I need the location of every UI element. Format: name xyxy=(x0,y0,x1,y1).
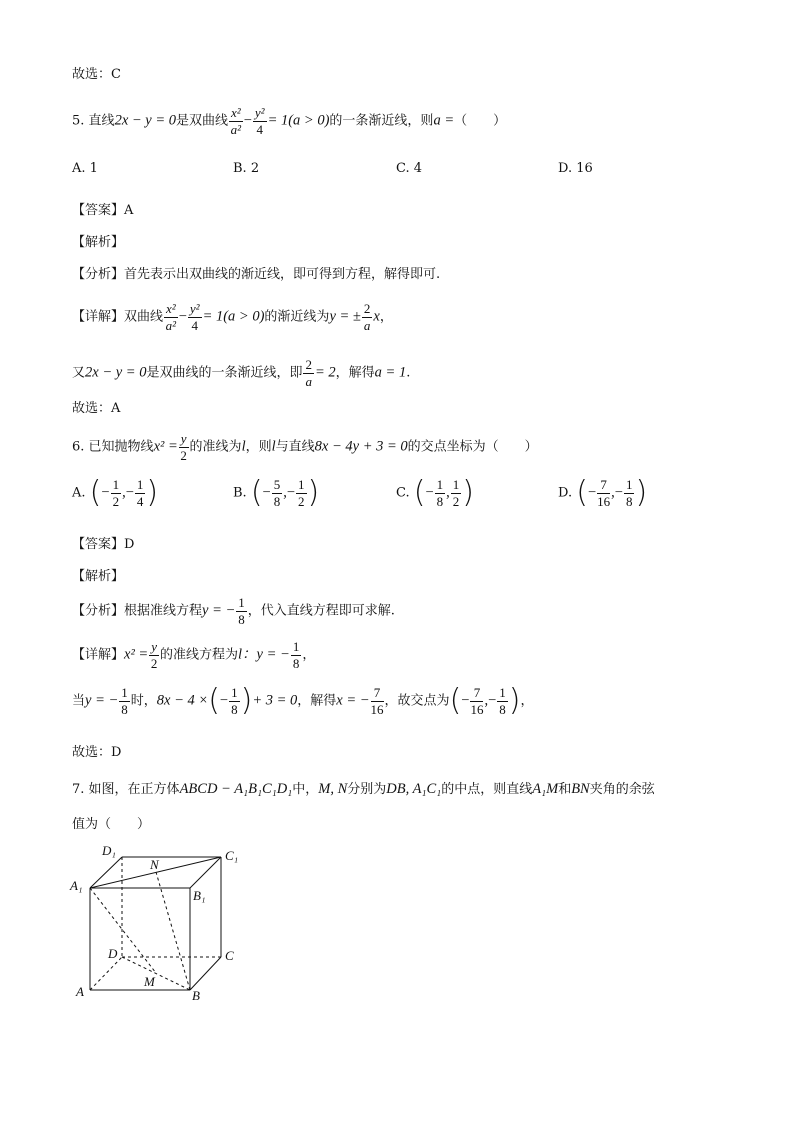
edge-b-c xyxy=(190,957,221,990)
q5-option-c: C. 4 xyxy=(396,161,423,176)
q7-cube-figure xyxy=(66,840,266,1010)
q6-parab-frac: $\frac{y}{2}$ xyxy=(180,431,187,463)
hidden-segment-d-b xyxy=(122,957,190,990)
label-a: A xyxy=(76,984,84,999)
q5-text-a: 直线 xyxy=(88,113,115,129)
q5-detail-frac-x: $\frac{\text{x²}}{\text{a²}}$ xyxy=(165,301,177,333)
q5-blank: （ ） xyxy=(454,113,507,129)
q5-line2-frac: $\frac{2}{a}$ xyxy=(305,357,312,389)
q5-text-c: 的一条渐近线，则 xyxy=(329,113,434,129)
hidden-segment-a1-m xyxy=(90,888,156,973)
q6-stem: 6. 已知抛物线x² = $\frac{y}{2}$ 的准线为l，则l与直线8x − 4y + 3 = 0的交点坐标为（ ） xyxy=(72,431,538,463)
q5-conclusion: 故选：A xyxy=(72,401,121,416)
q5-option-d: D. 16 xyxy=(558,161,593,176)
q6-option-b: B. (− $\frac{5}{8}$ ,− $\frac{1}{2}$ ) xyxy=(233,475,320,511)
q5-detail-frac-y: $\frac{\text{y²}}{4}$ xyxy=(189,301,200,333)
prev-conclusion: 故选：C xyxy=(72,67,121,82)
hidden-segment-b-n xyxy=(156,872,190,990)
q7-stem: 7. 如图，在正方体ABCD − A₁B₁C₁D₁中，M, N分别为DB, A₁C₁的中点，则直线A₁M和BN夹角的余弦 xyxy=(72,781,655,797)
q5-stem: 5. 直线2x − y = 0是双曲线 $\frac{\text{x²}}{\text{a²}}$ − $\frac{\text{y²}}{4}$ = 1(a > 0)的一条渐近线，则a =（ ） xyxy=(72,105,507,137)
edge-b1-c1 xyxy=(190,857,221,888)
q6-fenxi: 【分析】根据准线方程y = − $\frac{1}{8}$ ，代入直线方程即可求解. xyxy=(72,595,395,627)
q5-line-eq: 2x − y = 0 xyxy=(114,112,177,129)
hidden-edge-a-d xyxy=(90,957,122,990)
label-c1: C₁ xyxy=(225,848,239,863)
q6-detail: 【详解】x² = $\frac{y}{2}$ 的准线方程为l：y = − $\frac{1}{8}$ ， xyxy=(72,639,316,671)
q6-answer: 【答案】D xyxy=(72,537,135,552)
q6-option-a: A. (− $\frac{1}{2}$ ,− $\frac{1}{4}$ ) xyxy=(72,475,159,511)
label-a1: A₁ xyxy=(70,878,83,893)
label-n: N xyxy=(150,857,159,872)
q5-detail: 【详解】双曲线 $\frac{\text{x²}}{\text{a²}}$ − $\frac{\text{y²}}{4}$ = 1(a > 0)的渐近线为y = ± $\frac{2}{a}$ x， xyxy=(72,301,393,333)
edge-a1-d1 xyxy=(90,857,122,888)
q6-calc: 当y = − $\frac{1}{8}$ 时，8x − 4 ×(− $\frac{1}{8}$ )+ 3 = 0，解得x = − $\frac{7}{16}$ ，故交点为(− $\frac{7}{16}$ ,− $\frac{1}{8}$ )， xyxy=(72,683,534,719)
q5-option-a: A. 1 xyxy=(72,161,98,176)
q5-answer: 【答案】A xyxy=(72,203,134,218)
q5-asym-frac: $\frac{2}{a}$ xyxy=(363,301,371,333)
q5-fenxi: 【分析】首先表示出双曲线的渐近线，即可得到方程，解得即可. xyxy=(72,267,441,282)
label-m: M xyxy=(144,974,155,989)
q5-number: 5. xyxy=(72,113,85,129)
label-b: B xyxy=(192,988,200,1003)
q5-hyp-tail: = 1(a > 0) xyxy=(267,112,330,129)
label-d: D xyxy=(108,946,118,961)
label-b1: B₁ xyxy=(193,888,206,903)
q5-ask: a = xyxy=(433,112,455,129)
q5-frac-y: $\frac{\text{y²}}{4}$ xyxy=(254,105,265,137)
q5-analysis-label: 【解析】 xyxy=(72,235,125,250)
q5-option-b: B. 2 xyxy=(233,161,260,176)
q6-conclusion: 故选：D xyxy=(72,745,122,760)
label-c: C xyxy=(225,948,234,963)
q6-option-d: D. (− $\frac{7}{16}$ ,− $\frac{1}{8}$ ) xyxy=(558,475,648,511)
q5-frac-x: $\frac{\text{x²}}{\text{a²}}$ xyxy=(230,105,242,137)
q5-detail-2: 又2x − y = 0是双曲线的一条渐近线，即 $\frac{2}{a}$ = 2，解得a = 1. xyxy=(72,357,411,389)
label-d1: D₁ xyxy=(102,843,116,858)
q6-option-c: C. (− $\frac{1}{8}$ , $\frac{1}{2}$ ) xyxy=(396,475,475,511)
q5-text-b: 是双曲线 xyxy=(176,113,229,129)
q7-stem-2: 值为（ ） xyxy=(72,817,151,832)
q6-analysis-label: 【解析】 xyxy=(72,569,125,584)
